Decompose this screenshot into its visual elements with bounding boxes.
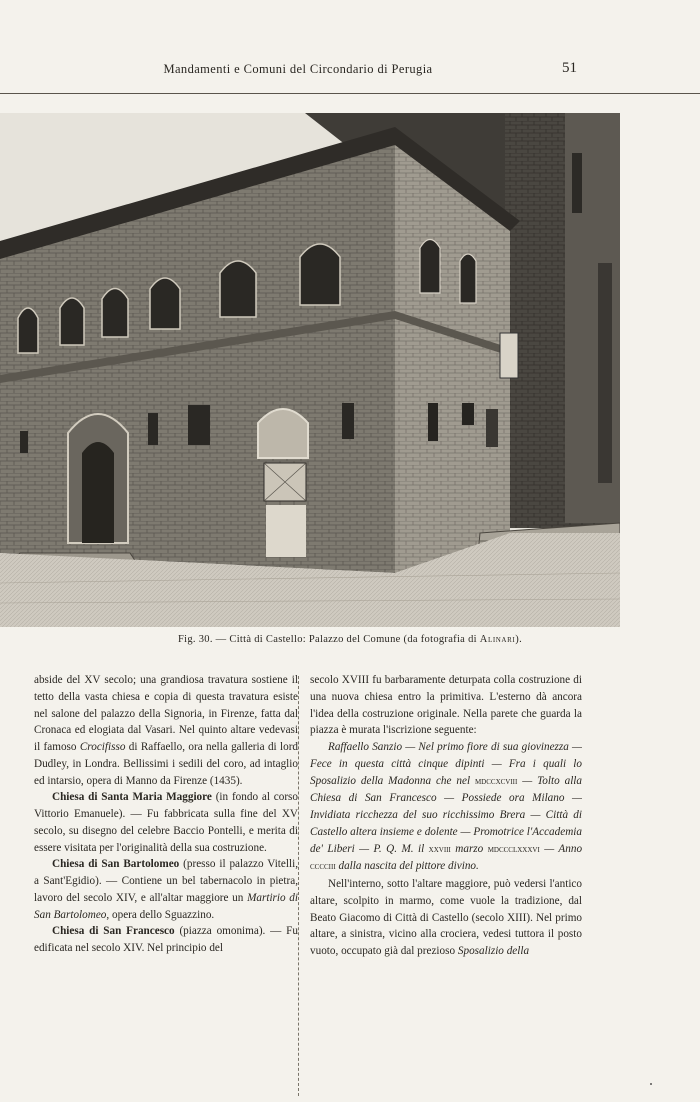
page-speck: [650, 1083, 652, 1085]
paragraph: [34, 923, 298, 957]
figure-caption: [0, 634, 700, 645]
paragraph: [34, 672, 298, 789]
entry-heading: Chiesa di San Bartolomeo: [52, 858, 180, 871]
inscription-text: — Anno: [544, 842, 583, 855]
paragraph: [34, 856, 298, 923]
inscription-text: dalla nascita del pittore divino.: [338, 860, 479, 873]
header-rule: [0, 93, 700, 94]
inscription-text: marzo: [455, 842, 484, 855]
figure-engraving-palazzo: [0, 113, 620, 627]
text-column-left: [34, 672, 298, 957]
entry-heading: Chiesa di San Francesco: [52, 925, 175, 938]
caption-photo-credit: Alinari: [479, 634, 516, 645]
roman-numeral: mdccclxxxvi: [487, 843, 540, 855]
text-run: (in fondo al corso Vittorio Emanuele). — Fu fabbricata sulla fine del XV secolo, su disegno del celebre Baccio Pontelli, e merita di essere visitata per l'originalità della sua costruzione.: [34, 791, 298, 854]
running-header: Mandamenti e Comuni del Circondario di Perugia: [163, 62, 433, 76]
roman-numeral: mdccxcviii: [474, 775, 518, 787]
text-run: (piazza omonima). — Fu edificata nel secolo XIV. Nel principio del: [34, 925, 298, 954]
text-run: , opera dello Sguazzino.: [106, 908, 215, 921]
inscription-text: Raffaello Sanzio — Nel primo fiore di sua giovinezza — Fece in questa città cinque dipinti — Fra i quali lo Sposalizio della Madonna che nel: [310, 741, 582, 787]
entry-heading: Chiesa di Santa Maria Maggiore: [52, 791, 212, 804]
caption-text: Fig. 30. — Città di Castello: Palazzo del Comune (da fotografia di: [177, 634, 477, 645]
roman-numeral: cccciii: [310, 861, 336, 873]
palazzo-illustration: [0, 113, 620, 627]
italic-text: Sposalizio della: [457, 945, 530, 957]
italic-text: Crocifisso: [79, 741, 126, 753]
caption-suffix: ).: [515, 634, 523, 645]
inscription-paragraph: [310, 739, 582, 876]
page-number: 51: [562, 60, 577, 76]
column-divider: [298, 676, 299, 1096]
text-run: Nell'interno, sotto l'altare maggiore, può vedersi l'antico altare, scolpito in marmo, come vuole la tradizione, dal Beato Giacomo di Città di Castello (secolo XIII). Nel primo altare, a sinistra, vicino alla crociera, vedesi tuttora il posto vuoto, occupato già dal prezioso: [310, 878, 582, 957]
text-run: di Raffaello, ora nella galleria di lord Dudley, in Londra. Bellissimi i sedili del coro, ad intaglio ed intarsio, opera di Manno da Firenze (1435).: [34, 741, 299, 787]
text-run: abside del XV secolo; una grandiosa travatura sostiene il tetto della vasta chiesa e copia di questa travatura esiste nel salone del palazzo della Signoria, in Firenze, fatta dal Cronaca ed elogiata dal Vasari. Nel quinto altare vedevasi il famoso: [34, 674, 298, 753]
text-run: secolo XVIII fu barbaramente deturpata colla costruzione di una nuova chiesa entro la primitiva. L'esterno dà ancora l'idea della costruzione originale. Nella parete che guarda la piazza è murata l'iscrizione seguente:: [310, 674, 582, 737]
italic-text: Martirio di San Bartolomeo: [34, 891, 299, 921]
paragraph: [34, 789, 298, 856]
inscription-text: — Tolto alla Chiesa di San Francesco — Possiede ora Milano — Invidiata ricchezza del suo ricchissimo Brera — Città di Castello altera insieme e dolente — Promotrice l'Accademia de' Liberi — P. Q. M. il: [310, 774, 583, 855]
paragraph: [310, 876, 582, 960]
text-run: (presso il palazzo Vitelli, a Sant'Egidio). — Contiene un bel tabernacolo in pietra, lavoro del secolo XIV, e all'altar maggiore un: [34, 858, 298, 904]
roman-numeral: xxviii: [428, 843, 451, 855]
text-column-right: [310, 672, 582, 960]
paragraph: [310, 672, 582, 739]
